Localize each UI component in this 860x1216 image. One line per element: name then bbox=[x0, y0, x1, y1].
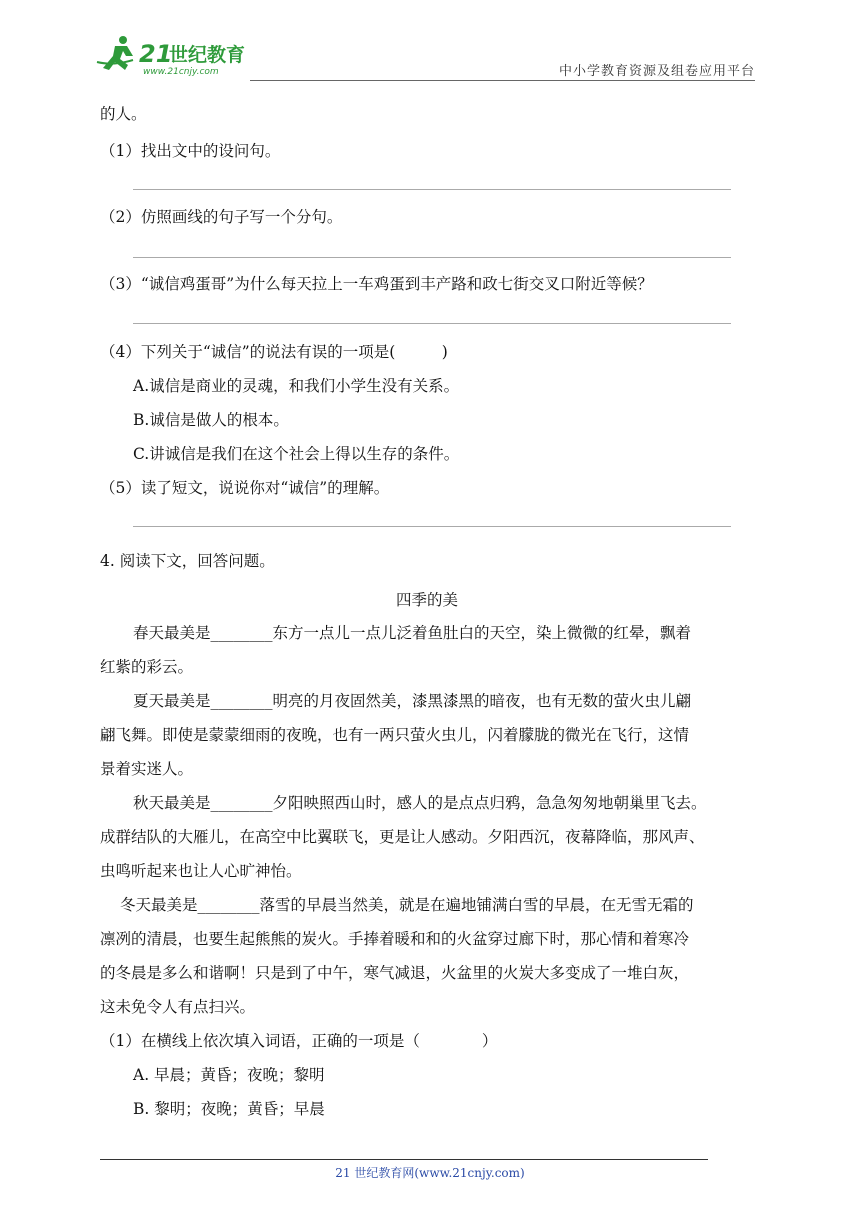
text-line: 的人。 bbox=[100, 105, 147, 123]
passage-title: 四季的美 bbox=[396, 591, 459, 609]
platform-title: 中小学教育资源及组卷应用平台 bbox=[558, 64, 755, 79]
option-a[interactable]: A.诚信是商业的灵魂，和我们小学生没有关系。 bbox=[133, 377, 460, 395]
option-c[interactable]: C.讲诚信是我们在这个社会上得以生存的条件。 bbox=[133, 445, 460, 463]
passage-line: 冬天最美是________落雪的早晨当然美，就是在遍地铺满白雪的早晨，在无雪无霜的 bbox=[120, 896, 694, 914]
footer-link[interactable]: 21 世纪教育网(www.21cnjy.com) bbox=[335, 1166, 525, 1180]
question-1: （1）找出文中的设问句。 bbox=[100, 142, 281, 160]
svg-text:21: 21 bbox=[139, 40, 173, 68]
answer-line-1[interactable] bbox=[133, 189, 731, 190]
question-4: （4）下列关于“诚信”的说法有误的一项是( ) bbox=[100, 343, 448, 361]
answer-line-3[interactable] bbox=[133, 323, 731, 324]
passage-line: 夏天最美是________明亮的月夜固然美，漆黑漆黑的暗夜，也有无数的萤火虫儿翩 bbox=[133, 692, 692, 710]
passage-line: 景着实迷人。 bbox=[100, 760, 194, 778]
passage-line: 这未免令人有点扫兴。 bbox=[100, 998, 256, 1016]
question-2: （2）仿照画线的句子写一个分句。 bbox=[100, 208, 343, 226]
logo-text: 世纪教育 bbox=[169, 44, 246, 66]
logo-runner-icon bbox=[93, 32, 263, 78]
passage-line: 的冬晨是多么和谐啊！只是到了中午，寒气减退，火盆里的火炭大多变成了一堆白灰， bbox=[100, 964, 690, 982]
passage-line: 翩飞舞。即使是蒙蒙细雨的夜晚，也有一两只萤火虫儿，闪着朦胧的微光在飞行，这情 bbox=[100, 726, 690, 744]
section-4-heading: 4. 阅读下文，回答问题。 bbox=[100, 552, 275, 570]
passage-line: 凛冽的清晨，也要生起熊熊的炭火。手捧着暖和和的火盆穿过廊下时，那心情和着寒冷 bbox=[100, 930, 690, 948]
passage-line: 红紫的彩云。 bbox=[100, 658, 194, 676]
option-b[interactable]: B.诚信是做人的根本。 bbox=[133, 411, 289, 429]
option-a[interactable]: A. 早晨；黄昏；夜晚；黎明 bbox=[133, 1066, 325, 1084]
question-6: （1）在横线上依次填入词语，正确的一项是（ ） bbox=[100, 1032, 498, 1050]
header-divider bbox=[250, 80, 755, 81]
page-header bbox=[0, 0, 860, 85]
site-logo[interactable] bbox=[93, 32, 263, 78]
passage-line: 秋天最美是________夕阳映照西山时，感人的是点点归鸦，急急匆匆地朝巢里飞去。 bbox=[133, 794, 707, 812]
footer-divider bbox=[100, 1159, 708, 1160]
logo-sub: www.21cnjy.com bbox=[143, 67, 219, 77]
answer-line-5[interactable] bbox=[133, 526, 731, 527]
passage-line: 虫鸣听起来也让人心旷神怡。 bbox=[100, 862, 302, 880]
question-3: （3）“诚信鸡蛋哥”为什么每天拉上一车鸡蛋到丰产路和政七街交叉口附近等候？ bbox=[100, 275, 653, 293]
question-5: （5）读了短文，说说你对“诚信”的理解。 bbox=[100, 479, 390, 497]
passage-line: 春天最美是________东方一点儿一点儿泛着鱼肚白的天空，染上微微的红晕，飘着 bbox=[133, 624, 692, 642]
passage-line: 成群结队的大雁儿，在高空中比翼联飞，更是让人感动。夕阳西沉，夜幕降临，那风声、 bbox=[100, 828, 705, 846]
answer-line-2[interactable] bbox=[133, 257, 731, 258]
option-b[interactable]: B. 黎明；夜晚；黄昏；早晨 bbox=[133, 1100, 325, 1118]
